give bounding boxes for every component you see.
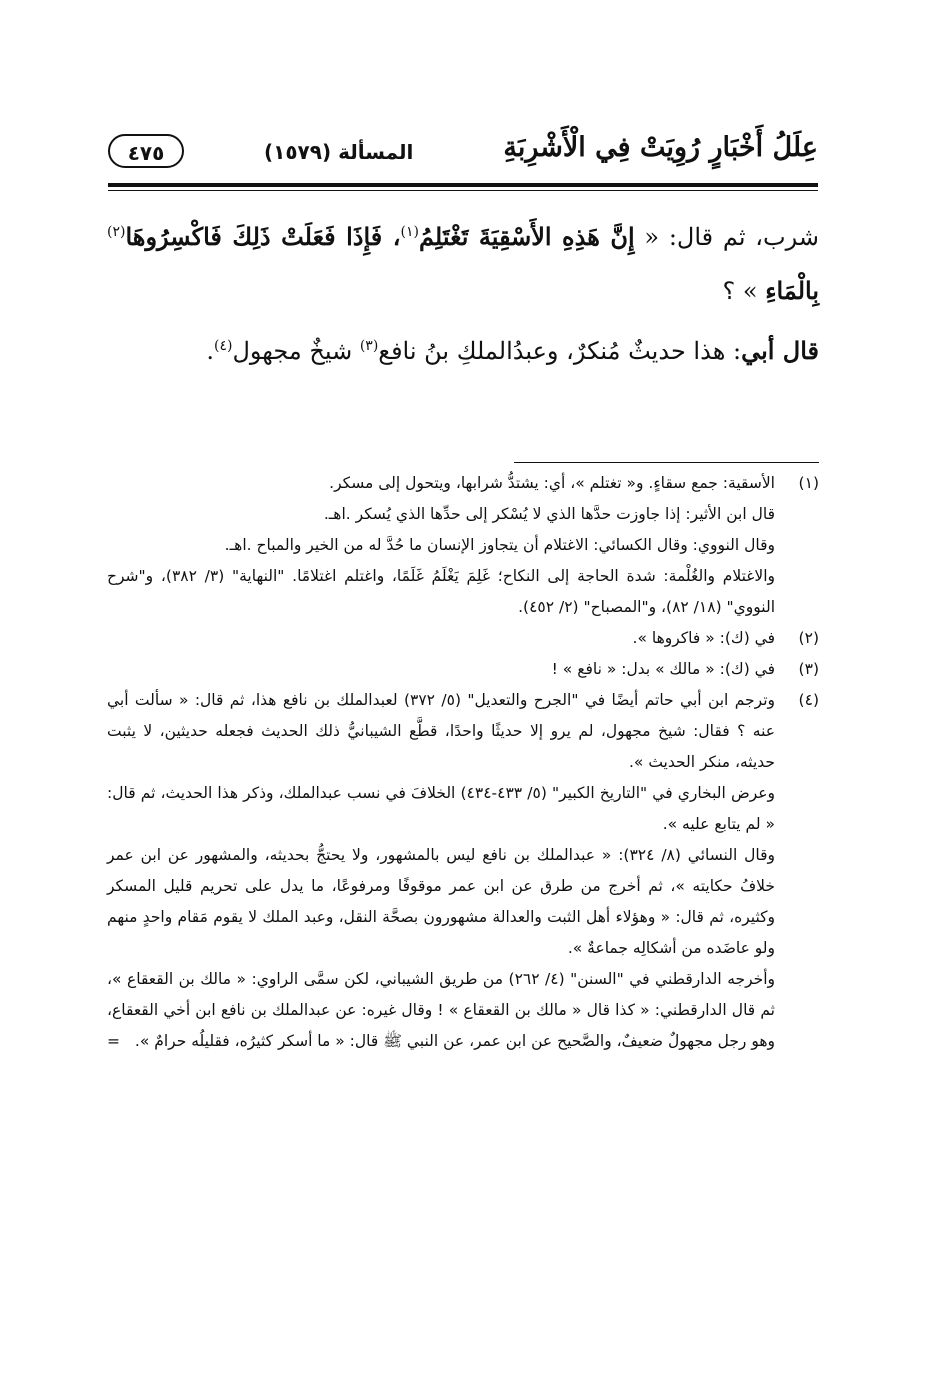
footnote-line: وأخرجه الدارقطني في "السنن" (٤/ ٢٦٢) من طريق الشيباني، لكن سمَّى الراوي: « مالك بن القعقاع »، ثم قال الدارقطني: « كذا قال « مالك بن القعقاع » ! وقال غيره: عن عبدالملك بن نافع ابن أخي القعقاع، وهو رجل مجهولٌ ضعيفٌ، والصَّحيح عن ابن عمر، عن النبي ﷺ قال: « ما أسكر كثيرُه، فقليلُه حرامٌ ». xyxy=(107,970,776,1050)
text-run: . xyxy=(206,337,214,365)
hadith-text: إِنَّ هَذِهِ الأَسْقِيَةَ تَغْتَلِمُ xyxy=(418,222,635,251)
header-rule-thin xyxy=(108,190,818,191)
footnote-4 xyxy=(107,685,819,1057)
hadith-text: ، فَإِذَا فَعَلَتْ ذَلِكَ فَاكْسِرُوهَا xyxy=(125,222,401,251)
issue-label: المسألة (١٥٧٩) xyxy=(264,140,414,164)
text-run: شرب، ثم قال: « xyxy=(634,223,819,251)
continuation-mark: = xyxy=(107,1032,120,1050)
footnote-separator xyxy=(514,462,819,463)
text-run: » ؟ xyxy=(722,277,766,305)
footnote-line: قال ابن الأثير: إذا جاوزت حدَّها الذي لا يُسْكر إلى حدِّها الذي يُسكر .اهـ. xyxy=(323,505,775,523)
main-paragraph-2 xyxy=(107,324,819,378)
footnotes xyxy=(107,468,819,1057)
footnote-line: وقال النووي: وقال الكسائي: الاغتلام أن يتجاوز الإنسان ما حُدَّ له من الخير والمباح .اهـ. xyxy=(224,536,775,554)
main-paragraph-1 xyxy=(107,210,819,318)
main-text xyxy=(107,210,819,378)
page-header xyxy=(108,128,818,178)
footnote-2 xyxy=(107,623,819,654)
footnote-ref-3[interactable]: (٣) xyxy=(359,338,379,354)
footnote-line: في (ك): « مالك » بدل: « نافع » ! xyxy=(551,660,775,678)
footnote-number: (٣) xyxy=(798,660,819,678)
text-run: شيخٌ مجهول xyxy=(232,337,360,365)
footnote-3 xyxy=(107,654,819,685)
book-title: عِلَلُ أَخْبَارٍ رُوِيَتْ فِي الْأَشْرِبَةِ xyxy=(503,132,818,163)
footnote-ref-1[interactable]: (١) xyxy=(400,224,419,240)
footnote-number: (٤) xyxy=(798,691,819,709)
hadith-text: بِالْمَاءِ xyxy=(765,276,819,305)
footnote-number: (١) xyxy=(798,474,819,492)
footnote-line: وترجم ابن أبي حاتم أيضًا في "الجرح والتعديل" (٥/ ٣٧٢) لعبدالملك بن نافع هذا، ثم قال: « سألت أبي عنه ؟ فقال: شيخ مجهول، لم يرو إلا حديثًا واحدًا، قطَّع الشيبانيُّ ذلك الحديث فجعله حديثين، لا يثبت حديثه، منكر الحديث ». xyxy=(107,691,775,771)
text-run: : هذا حديثٌ مُنكرٌ، وعبدُالملكِ بنُ نافع xyxy=(378,337,742,365)
footnote-line: الأسقية: جمع سقاءٍ. و« تغتلم »، أي: يشتدُّ شرابها، ويتحول إلى مسكر. xyxy=(329,474,775,492)
footnote-line: وقال النسائي (٨/ ٣٢٤): « عبدالملك بن نافع ليس بالمشهور، ولا يحتجُّ بحديثه، والمشهور عن ابن عمر خلافُ حكايته »، ثم أخرج من طرق عن ابن عمر موقوفًا ومرفوعًا، ما يدل على تحريم قليل المسكر وكثيره، ثم قال: « وهؤلاء أهل الثبت والعدالة مشهورون بصحَّة النقل، وعبد الملك لا يقوم مَقام واحدٍ منهم ولو عاضَده من أشكالِه جماعةٌ ». xyxy=(107,846,775,957)
footnote-1 xyxy=(107,468,819,623)
footnote-ref-2[interactable]: (٢) xyxy=(107,224,126,240)
footnote-number: (٢) xyxy=(798,629,819,647)
speaker-label: قال أبي xyxy=(741,336,819,365)
footnote-line: في (ك): « فاكروها ». xyxy=(632,629,775,647)
header-rule-thick xyxy=(108,183,818,187)
footnote-line: والاغتلام والغُلْمة: شدة الحاجة إلى النكاح؛ غَلِمَ يَغْلَمُ غَلَمًا، واغتلم اغتلامًا. "النهاية" (٣/ ٣٨٢)، و"شرح النووي" (١٨/ ٨٢)، و"المصباح" (٢/ ٤٥٢). xyxy=(107,567,776,616)
page-number: ٤٧٥ xyxy=(108,134,184,168)
footnote-line: وعرض البخاري في "التاريخ الكبير" (٥/ ٤٣٣-٤٣٤) الخلافَ في نسب عبدالملك، وذكر هذا الحديث، ثم قال: « لم يتابع عليه ». xyxy=(107,784,775,833)
footnote-ref-4[interactable]: (٤) xyxy=(214,338,233,354)
